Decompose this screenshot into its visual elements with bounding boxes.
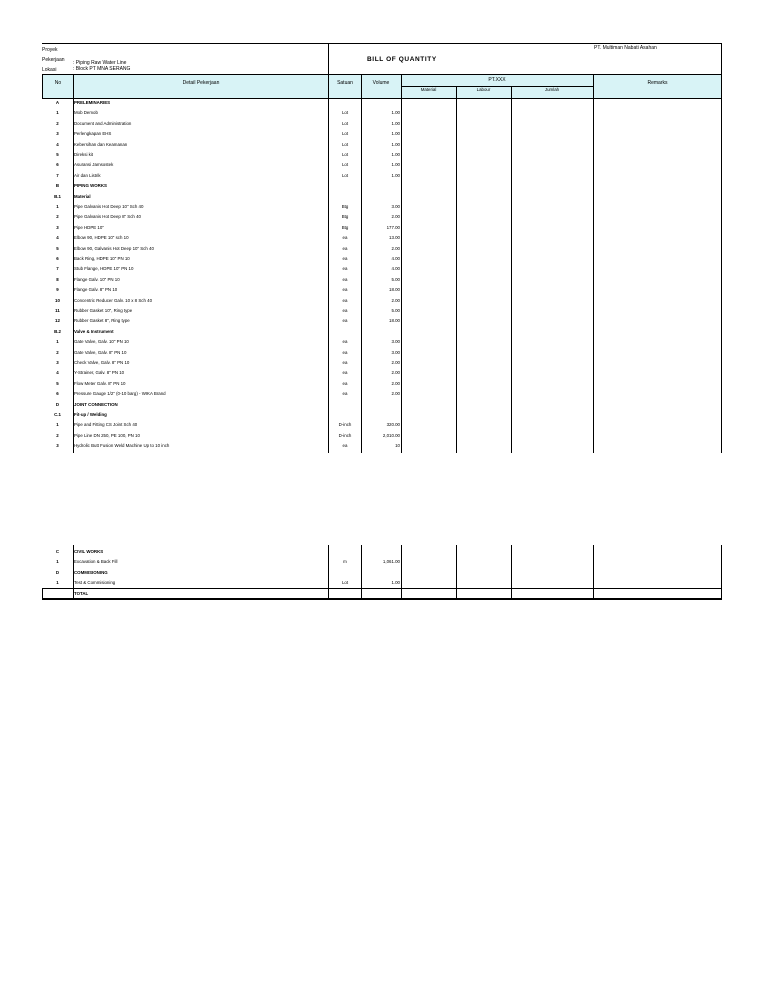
row-no: 6 [56, 162, 59, 168]
row-no: 1 [56, 339, 59, 345]
row-detail: PRELEMINARIES [74, 100, 111, 105]
row-no: 3 [56, 131, 59, 137]
row-detail: Pipe Line DN 250, PE 100, PN 10 [74, 432, 140, 438]
row-no: A [55, 100, 60, 105]
col-line [456, 86, 457, 98]
row-volume: 2.00 [391, 297, 400, 303]
lokasi-label: Lokasi [42, 67, 57, 73]
row-satuan: ea [342, 256, 348, 261]
row-satuan: ea [342, 370, 348, 376]
row-no: 1 [56, 580, 59, 586]
row-satuan: ea [342, 349, 348, 355]
body-col-line [456, 545, 457, 599]
row-detail: Pipe Galvanis Hot Deep 10" Sch 40 [74, 204, 144, 209]
row-volume: 3.00 [391, 349, 400, 355]
row-detail: Test & Commisioning [74, 580, 116, 586]
company-name: PT. Multiman Nabati Asahan [594, 45, 657, 51]
header-title-divider [328, 43, 329, 74]
row-detail: Material [74, 193, 91, 199]
total-bottom-border [42, 598, 722, 600]
row-no: 1 [56, 422, 59, 428]
row-volume: 320.00 [386, 422, 400, 428]
row-detail: Document and Administration [74, 120, 132, 126]
row-volume: 1.00 [391, 131, 400, 137]
row-detail: JOINT CONNECTION [74, 401, 118, 407]
row-satuan: ea [342, 360, 348, 365]
row-detail: Direksi kit [74, 152, 94, 157]
row-volume: 2.00 [391, 380, 400, 386]
row-detail: COMMISIONING [74, 569, 108, 575]
row-satuan: m [343, 559, 347, 565]
row-volume: 18.00 [389, 318, 400, 324]
row-detail: Pipe Galvanis Hot Deep 8" Sch 40 [74, 214, 141, 220]
row-no: 1 [56, 110, 59, 116]
row-detail: Stub Flange, HDPE 10" PN 10 [74, 266, 134, 272]
row-no: 10 [55, 297, 60, 303]
body-col-line [593, 98, 594, 453]
row-no: 3 [56, 224, 59, 230]
row-detail: Fit-up / Welding [74, 412, 107, 417]
body-col-line [361, 545, 362, 599]
row-no: C [55, 549, 60, 554]
proyek-label: Proyek [42, 47, 58, 53]
row-satuan: Btg [341, 224, 349, 230]
row-detail: Flange Galv. 10" PN 10 [74, 276, 120, 282]
row-no: 9 [56, 287, 59, 293]
row-satuan: ea [342, 380, 348, 386]
row-no: D [55, 401, 60, 407]
row-satuan: ea [342, 297, 348, 303]
row-no: 5 [56, 380, 59, 386]
total-top-border [42, 588, 722, 589]
row-satuan: Lot [341, 580, 349, 586]
row-satuan: Lot [341, 110, 349, 116]
row-volume: 1.00 [391, 120, 400, 126]
document-title: BILL OF QUANTITY [367, 56, 437, 63]
body-col-line [721, 545, 722, 599]
row-no: 3 [56, 443, 59, 449]
col-line [42, 74, 43, 98]
row-detail: Flow Meter Galv. 8" PN 10 [74, 380, 126, 386]
row-no: 2 [56, 349, 59, 355]
row-no: 11 [55, 308, 60, 313]
body-col-line [401, 545, 402, 599]
col-header-material: Material [420, 87, 437, 92]
col-header-group: PT.XXX [488, 77, 506, 83]
row-no: 4 [56, 141, 59, 147]
row-no: 3 [56, 360, 59, 365]
body-col-line [593, 545, 594, 599]
col-line [361, 74, 362, 98]
row-detail: Mob Demob [74, 110, 98, 116]
row-satuan: Lot [341, 172, 349, 178]
pekerjaan-value: : Piping Raw Water Line [73, 60, 127, 66]
row-satuan: ea [342, 308, 348, 313]
row-volume: 2.00 [391, 391, 400, 397]
row-satuan: ea [342, 245, 348, 251]
row-volume: 5.00 [391, 276, 400, 282]
body-col-line [456, 98, 457, 453]
row-no: B.1 [54, 193, 61, 199]
row-no: 2 [56, 120, 59, 126]
lokasi-value: : Block PT MNA SERANG [73, 66, 131, 72]
row-satuan: ea [342, 287, 348, 293]
pekerjaan-label: Pekerjaan [42, 57, 65, 63]
row-satuan: Lot [341, 152, 349, 157]
row-satuan: ea [342, 276, 348, 282]
body-col-line [328, 545, 329, 599]
row-volume: 4.00 [391, 256, 400, 261]
row-detail: Kebersihan dan Keamanan [74, 141, 128, 147]
row-satuan: Lot [341, 131, 349, 137]
row-volume: 1.00 [391, 580, 400, 586]
col-line [593, 74, 594, 98]
row-no: 4 [56, 370, 59, 376]
row-detail: Gate Valve, Galv. 10" PN 10 [74, 339, 129, 345]
row-volume: 3.00 [391, 204, 400, 209]
col-header-satuan: Satuan [337, 80, 353, 86]
row-no: 8 [56, 276, 59, 282]
col-line [328, 74, 329, 98]
row-volume: 1.00 [391, 162, 400, 168]
row-no: B.2 [54, 328, 61, 334]
row-volume: 2,010.00 [382, 432, 400, 438]
row-volume: 18.00 [389, 287, 400, 293]
row-satuan: D-inch [338, 432, 352, 438]
row-volume: 1,061.00 [382, 559, 400, 565]
col-header-jumlah: Jumlah [544, 87, 560, 92]
row-volume: 13.00 [389, 235, 400, 241]
row-volume: 1.00 [391, 110, 400, 116]
row-detail: Elbow 90, HDPE 10" sch 10 [74, 235, 129, 241]
body-col-line [511, 545, 512, 599]
row-no: 1 [56, 559, 59, 565]
col-line [73, 74, 74, 98]
row-volume: 2.00 [391, 370, 400, 376]
row-no: 1 [56, 204, 59, 209]
col-header-remarks: Remarks [647, 80, 668, 86]
row-detail: Air dan Listrik [74, 172, 101, 178]
row-satuan: Btg [341, 214, 349, 220]
row-no: 7 [56, 172, 59, 178]
row-volume: 2.00 [391, 214, 400, 220]
row-satuan: ea [342, 339, 348, 345]
row-volume: 3.00 [391, 339, 400, 345]
row-no: 2 [56, 214, 59, 220]
row-no: 4 [56, 235, 59, 241]
row-satuan: Lot [341, 162, 349, 168]
row-no: 7 [56, 266, 59, 272]
col-header-volume: Volume [372, 80, 390, 86]
row-satuan: D-inch [338, 422, 352, 428]
row-satuan: ea [342, 318, 348, 324]
row-detail: TOTAL [74, 590, 89, 596]
row-no: 5 [56, 245, 59, 251]
row-volume: 2.00 [391, 360, 400, 365]
row-detail: Pressure Gauge 1/2" (0-10 barg) - WIKA Brand [74, 391, 166, 397]
row-detail: Perlengkapan EHS [74, 131, 112, 137]
row-detail: Flange Galv. 8" PN 10 [74, 287, 118, 293]
body-col-line [511, 98, 512, 453]
row-no: B [55, 183, 60, 189]
col-line [511, 86, 512, 98]
group-divider [401, 86, 593, 87]
column-header-bottom-border [42, 98, 722, 99]
col-header-no: No [54, 80, 62, 86]
col-header-labour: Labour [476, 87, 491, 92]
row-detail: Elbow 90, Galvanis Hot Deep 10" Sch 40 [74, 245, 154, 251]
row-satuan: Lot [341, 141, 349, 147]
row-volume: 4.00 [391, 266, 400, 272]
row-detail: Pipe HDPE 10" [74, 224, 104, 230]
row-detail: Check Valve, Galv. 8" PN 10 [74, 360, 130, 365]
row-detail: Y-Strainer, Galv. 8" PN 10 [74, 370, 125, 376]
row-no: 5 [56, 152, 59, 157]
row-detail: Rubber Gasket 10", Ring type [74, 308, 133, 313]
row-satuan: ea [342, 443, 348, 449]
col-line [401, 74, 402, 98]
body-col-line [721, 98, 722, 453]
col-line [721, 74, 722, 98]
row-no: C.1 [54, 412, 61, 417]
row-detail: Gate Valve, Galv. 8" PN 10 [74, 349, 127, 355]
row-satuan: ea [342, 391, 348, 397]
row-detail: Concentric Reducer Galv. 10 x 8 Sch 40 [74, 297, 153, 303]
row-volume: 2.00 [391, 245, 400, 251]
row-detail: PIPING WORKS [74, 183, 107, 189]
column-header-band [42, 75, 722, 98]
row-detail: Asuransi Jamsostek [74, 162, 114, 168]
row-no: D [55, 569, 60, 575]
row-volume: 1.00 [391, 141, 400, 147]
row-volume: 177.00 [386, 224, 400, 230]
header-top-border [42, 43, 722, 44]
row-satuan: Lot [341, 120, 349, 126]
row-satuan: ea [342, 266, 348, 272]
row-no: 12 [55, 318, 60, 324]
row-satuan: Btg [341, 204, 349, 209]
row-detail: CIVIL WORKS [74, 549, 104, 554]
header-bottom-border [42, 74, 722, 75]
row-detail: Back Ring, HDPE 10" PN 10 [74, 256, 130, 261]
row-volume: 5.00 [391, 308, 400, 313]
row-detail: Valve & Instrument [74, 328, 114, 334]
row-detail: Hydrolic Butt Fusion Weld Machine Up to 10 inch [74, 443, 170, 449]
body-col-line [401, 98, 402, 453]
total-left-border [42, 588, 43, 599]
row-detail: Pipe and Fitting CS Joint Sch 40 [74, 422, 138, 428]
row-volume: 10 [395, 443, 400, 449]
header-right-border [721, 43, 722, 74]
row-satuan: ea [342, 235, 348, 241]
row-no: 6 [56, 256, 59, 261]
row-detail: Excavation & Back Fill [74, 559, 118, 565]
row-no: 6 [56, 391, 59, 397]
row-volume: 1.00 [391, 172, 400, 178]
row-no: 2 [56, 432, 59, 438]
row-detail: Rubber Gasket 8", Ring type [74, 318, 130, 324]
col-header-detail: Detail Pekerjaan [182, 80, 220, 86]
row-volume: 1.00 [391, 152, 400, 157]
